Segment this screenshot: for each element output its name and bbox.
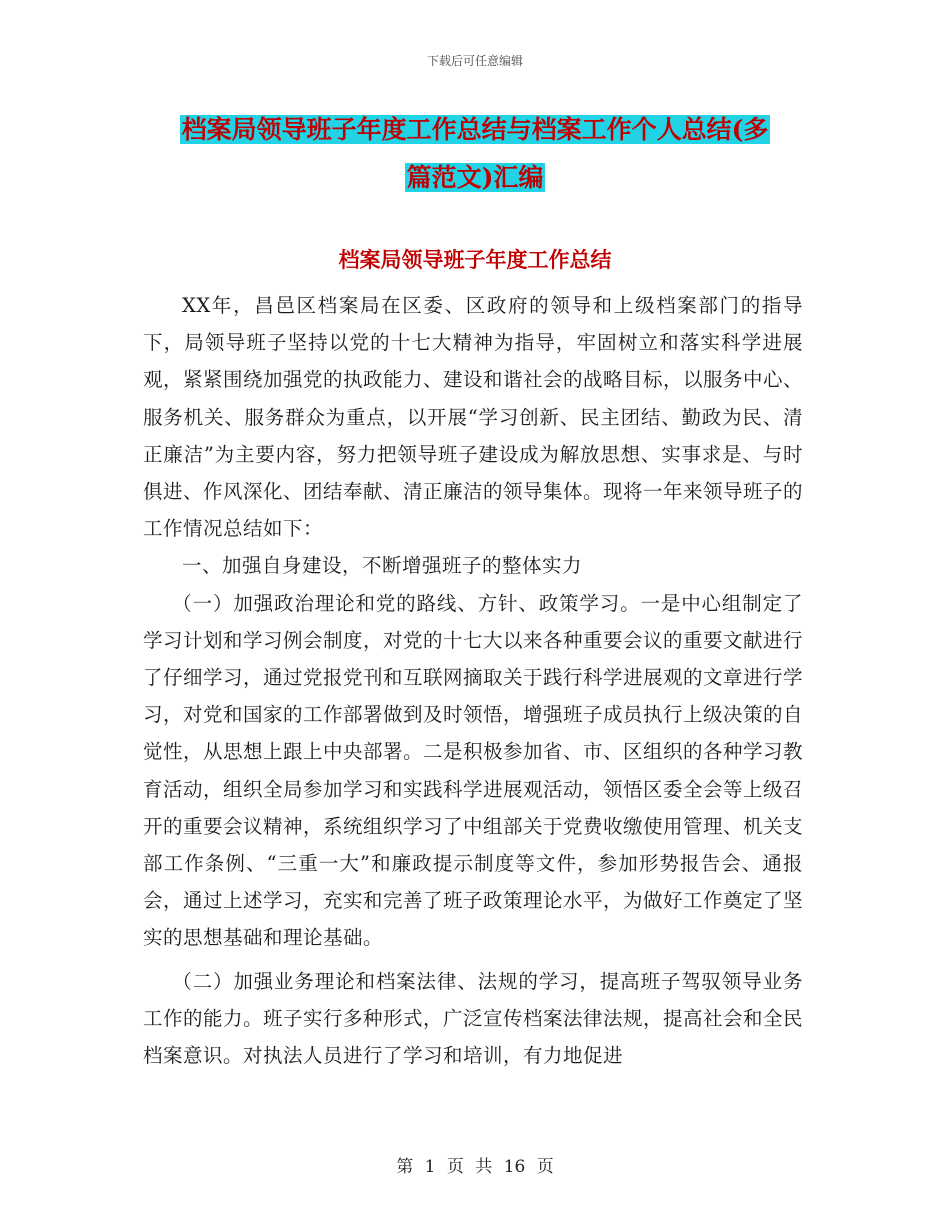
paragraph-intro: XX年，昌邑区档案局在区委、区政府的领导和上级档案部门的指导下，局领导班子坚持以党的十七大精神为指导，牢固树立和落实科学进展观，紧紧围绕加强党的执政能力、建设和谐社会的战略目标，以服务中心、服务机关、服务群众为重点，以开展“学习创新、民主团结、勤政为民、清正廉洁”为主要内容，努力把领导班子建设成为解放思想、实事求是、与时俱进、作风深化、团结奉献、清正廉洁的领导集体。现将一年来领导班子的工作情况总结如下： xyxy=(143,294,804,541)
paragraph-heading-1: 一、加强自身建设，不断增强班子的整体实力 xyxy=(182,554,583,578)
section-title: 档案局领导班子年度工作总结 xyxy=(338,247,612,272)
header-note: 下载后可任意编辑 xyxy=(426,54,523,68)
page-footer: 第 1 页 共 16 页 xyxy=(396,1157,554,1177)
document-title-line-1: 档案局领导班子年度工作总结与档案工作个人总结(多 xyxy=(181,115,769,144)
paragraph-section-1-2: （二）加强业务理论和档案法律、法规的学习，提高班子驾驭领导业务工作的能力。班子实行多种形式，广泛宣传档案法律法规，提高社会和全民档案意识。对执法人员进行了学习和培训，有力地促进 xyxy=(143,969,804,1068)
paragraph-section-1-1: （一）加强政治理论和党的路线、方针、政策学习。一是中心组制定了学习计划和学习例会制度，对党的十七大以来各种重要会议的重要文献进行了仔细学习，通过党报党刊和互联网摘取关于践行科学进展观的文章进行学习，对党和国家的工作部署做到及时领悟，增强班子成员执行上级决策的自觉性，从思想上跟上中央部署。二是积极参加省、市、区组织的各种学习教育活动，组织全局参加学习和实践科学进展观活动，领悟区委全会等上级召开的重要会议精神，系统组织学习了中组部关于党费收缴使用管理、机关支部工作条例、“三重一大”和廉政提示制度等文件，参加形势报告会、通报会，通过上述学习，充实和完善了班子政策理论水平，为做好工作奠定了坚实的思想基础和理论基础。 xyxy=(143,591,804,950)
document-body xyxy=(143,287,803,1074)
document-title-line-2: 篇范文)汇编 xyxy=(406,163,544,192)
document-title xyxy=(150,106,800,202)
